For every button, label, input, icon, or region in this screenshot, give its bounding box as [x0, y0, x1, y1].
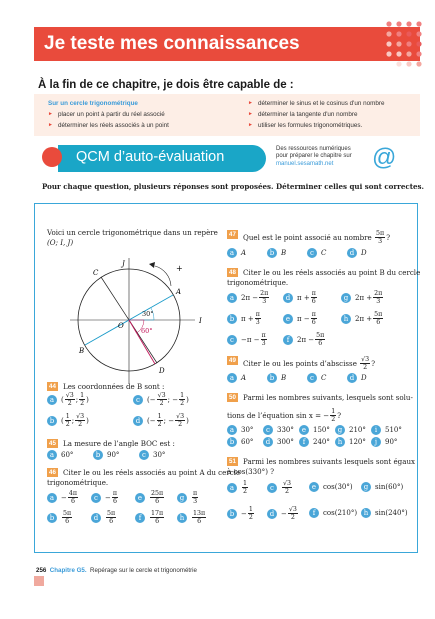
- question-text: Citer le ou les réels associés au point B du cercle: [243, 268, 421, 277]
- goal-item: ► utiliser les formules trigonométriques.: [248, 122, 362, 129]
- trig-circle-figure: [45, 248, 215, 388]
- instructions: Pour chaque question, plusieurs réponses sont proposées. Déterminer celles qui sont correctes.: [42, 182, 424, 191]
- goal-item: ► déterminer le sinus et le cosinus d'un nombre: [248, 100, 384, 107]
- option-c[interactable]: c C: [307, 248, 326, 258]
- option-a[interactable]: a − 4π 6: [47, 490, 79, 506]
- option-g[interactable]: g π 3: [177, 490, 199, 506]
- question-text: Citer le ou les points d’abscisse $\frac{√3}{2}$ ?: [243, 356, 376, 372]
- chapter-label: Chapitre G5.: [49, 567, 87, 574]
- question-text: à cos(330°) ?: [227, 467, 275, 476]
- option-a[interactable]: a 1 2: [227, 480, 249, 496]
- question-number: 47: [229, 231, 236, 238]
- option-f[interactable]: f 2π − 5π 6: [283, 332, 326, 348]
- question-number: 45: [49, 440, 56, 447]
- option-b[interactable]: b − 1 2: [227, 506, 255, 522]
- resources-link[interactable]: manuel.sesamath.net: [276, 160, 334, 167]
- option-b[interactable]: b π + π 3: [227, 311, 262, 327]
- label-O: O: [118, 322, 124, 330]
- option-a[interactable]: a 30°: [227, 425, 253, 435]
- question-text: tions de l’équation sin x = − $\frac{1}{2}$ ?: [227, 408, 342, 424]
- question-text: trigonométrique.: [227, 278, 289, 287]
- option-a[interactable]: a ( √3 2 ; 1 2 ): [47, 392, 89, 408]
- option-c[interactable]: c 30°: [139, 450, 165, 460]
- qcm-panel: [34, 203, 421, 553]
- page-title: Je teste mes connaissances: [44, 33, 300, 54]
- figure-text: (O; I, J): [47, 238, 74, 247]
- option-e[interactable]: e cos(30°): [309, 482, 353, 492]
- option-g[interactable]: g 2π + 2π 3: [341, 290, 384, 306]
- resources-line: Des ressources numériques: [276, 146, 351, 152]
- option-d[interactable]: d 300°: [263, 437, 294, 447]
- goals-box: [34, 94, 420, 136]
- option-f[interactable]: f 240°: [299, 437, 330, 447]
- option-f[interactable]: f cos(210°): [309, 508, 357, 518]
- option-b[interactable]: b B: [267, 248, 286, 258]
- option-a[interactable]: a 60°: [47, 450, 73, 460]
- option-h[interactable]: h 120°: [335, 437, 366, 447]
- question-text: Citer le ou les réels associés au point A du cercle: [63, 468, 241, 477]
- option-g[interactable]: g sin(60°): [361, 482, 403, 492]
- option-d[interactable]: d (− 1 2 ; − √3 2 ): [133, 413, 189, 429]
- goal-item: ► déterminer les réels associés à un point: [48, 122, 169, 129]
- resources-line: pour préparer le chapitre sur: [276, 153, 352, 160]
- figure-text: Voici un cercle trigonométrique dans un repère: [47, 228, 218, 237]
- footer-marker: [34, 576, 44, 586]
- option-d[interactable]: d D: [347, 248, 367, 258]
- page-footer: [36, 567, 197, 574]
- option-c[interactable]: c √3 2: [267, 480, 293, 496]
- resources-note: [276, 146, 352, 168]
- question-number: 44: [49, 383, 56, 390]
- question-text: Les coordonnées de B sont :: [63, 382, 165, 391]
- label-J: J: [122, 260, 125, 268]
- option-c[interactable]: c (− √3 2 ; − 1 2 ): [133, 392, 189, 408]
- label-D: D: [159, 367, 165, 375]
- option-f[interactable]: f 17π 6: [135, 510, 165, 526]
- label-A: A: [176, 288, 182, 296]
- option-b[interactable]: b 60°: [227, 437, 253, 447]
- option-e[interactable]: e π − π 6: [283, 311, 318, 327]
- decorative-dots: [381, 18, 429, 68]
- label-plus: +: [176, 264, 183, 273]
- option-a[interactable]: a A: [227, 248, 246, 258]
- option-a[interactable]: a 2π − 2π 3: [227, 290, 270, 306]
- option-e[interactable]: e 150°: [299, 425, 330, 435]
- qcm-title: QCM d’auto-évaluation: [76, 149, 225, 165]
- option-g[interactable]: g 210°: [335, 425, 366, 435]
- question-number: 49: [229, 357, 236, 364]
- header-banner: [34, 27, 420, 61]
- question-text: La mesure de l’angle BOC est :: [63, 439, 175, 448]
- option-b[interactable]: b ( 1 2 ; √3 2 ): [47, 413, 89, 429]
- goals-heading: Sur un cercle trigonométrique: [48, 100, 138, 107]
- option-c[interactable]: c −π − π 3: [227, 332, 268, 348]
- label-B: B: [79, 347, 85, 355]
- page-number: 256: [36, 567, 47, 574]
- question-text: Quel est le point associé au nombre $\frac{5\pi}{3}$ ?: [243, 230, 390, 246]
- option-e[interactable]: e 25π 6: [135, 490, 165, 506]
- qcm-bullet-icon: [42, 147, 62, 167]
- option-b[interactable]: b 90°: [93, 450, 119, 460]
- question-number: 50: [229, 394, 236, 401]
- question-text: trigonométrique.: [47, 478, 109, 487]
- option-j[interactable]: j 90°: [371, 437, 397, 447]
- option-c[interactable]: c − π 6: [91, 490, 119, 506]
- goal-item: ► placer un point à partir du réel associé: [48, 111, 165, 118]
- label-60: 60°: [141, 327, 153, 335]
- question-number: 51: [229, 458, 236, 465]
- label-30: 30°: [142, 310, 154, 318]
- question-number: 48: [229, 269, 236, 276]
- qcm-title-bar: [58, 145, 266, 172]
- option-c[interactable]: c C: [307, 373, 326, 383]
- label-I: I: [199, 317, 202, 325]
- option-d[interactable]: d 5π 6: [91, 510, 117, 526]
- chapter-title: Repérage sur le cercle et trigonométrie: [90, 567, 197, 574]
- label-C: C: [93, 269, 99, 277]
- option-c[interactable]: c 330°: [263, 425, 294, 435]
- question-text: Parmi les nombres suivants lesquels sont égaux: [243, 457, 416, 466]
- option-d[interactable]: d D: [347, 373, 367, 383]
- option-a[interactable]: a A: [227, 373, 246, 383]
- at-icon: @: [372, 144, 397, 171]
- option-b[interactable]: b B: [267, 373, 286, 383]
- option-d[interactable]: d π + π 6: [283, 290, 318, 306]
- option-h[interactable]: h 13π 6: [177, 510, 207, 526]
- option-h[interactable]: h 2π + 5π 6: [341, 311, 384, 327]
- option-d[interactable]: d − √3 2: [267, 506, 299, 522]
- section-subtitle: À la fin de ce chapitre, je dois être capable de :: [38, 79, 294, 91]
- option-b[interactable]: b 5π 6: [47, 510, 73, 526]
- option-h[interactable]: h sin(240°): [361, 508, 408, 518]
- question-text: Parmi les nombres suivants, lesquels sont solu-: [243, 393, 413, 402]
- question-number: 46: [49, 469, 56, 476]
- goal-item: ► déterminer la tangente d'un nombre: [248, 111, 358, 118]
- option-i[interactable]: i 510°: [371, 425, 402, 435]
